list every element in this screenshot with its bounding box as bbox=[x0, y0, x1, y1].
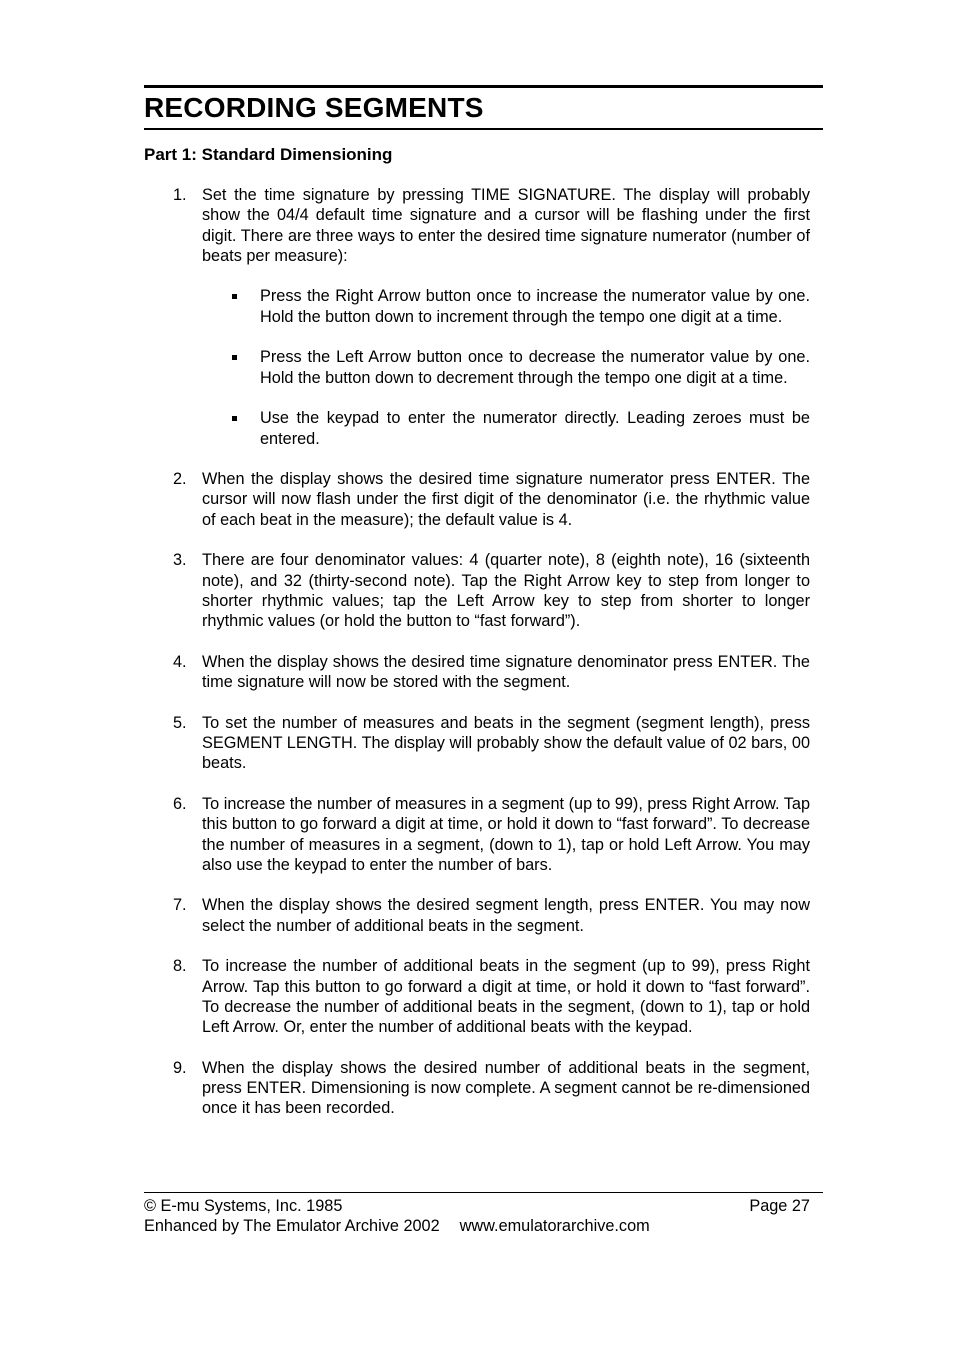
step-item bbox=[144, 550, 810, 631]
step-number: 2. bbox=[173, 470, 187, 489]
section-heading: Part 1: Standard Dimensioning bbox=[144, 145, 393, 164]
step-number: 4. bbox=[173, 652, 187, 671]
footer-copyright: © E-mu Systems, Inc. 1985 bbox=[144, 1197, 343, 1215]
step-text: When the display shows the desired time signature denominator press ENTER. The time signature will now be stored with the segment. bbox=[202, 652, 810, 692]
step-number: 6. bbox=[173, 794, 187, 813]
step-number: 3. bbox=[173, 551, 187, 570]
square-bullet-icon bbox=[232, 294, 237, 299]
step-text: Set the time signature by pressing TIME SIGNATURE. The display will probably show the 04/4 default time signature and a cursor will be flashing under the first digit. There are three ways to enter the desired time signature numerator (number of beats per measure): bbox=[202, 186, 810, 265]
footer-enhanced-by: Enhanced by The Emulator Archive 2002 bbox=[144, 1217, 440, 1236]
step-number: 9. bbox=[173, 1058, 187, 1077]
step-number: 1. bbox=[173, 186, 187, 204]
step-item bbox=[144, 956, 810, 1037]
document-body bbox=[144, 185, 810, 1139]
bullet-item bbox=[202, 347, 810, 388]
title-bottom-rule bbox=[144, 128, 823, 130]
step-item bbox=[144, 895, 810, 936]
title-top-rule bbox=[144, 85, 823, 88]
bullet-text: Use the keypad to enter the numerator directly. Leading zeroes must be entered. bbox=[260, 409, 810, 448]
page-title: RECORDING SEGMENTS bbox=[144, 92, 484, 123]
bullet-list bbox=[202, 286, 810, 448]
step-text: To increase the number of measures in a segment (up to 99), press Right Arrow. Tap this button to go forward a digit at time, or hold it down to “fast forward”. To decrease the number of measures in a segment, (down to 1), tap or hold Left Arrow. You may also use the keypad to enter the number of bars. bbox=[202, 794, 810, 874]
step-text: When the display shows the desired number of additional beats in the segment, press ENTER. Dimensioning is now complete. A segment cannot be re-dimensioned once it has been recorded. bbox=[202, 1058, 810, 1118]
step-number: 5. bbox=[173, 713, 187, 732]
bullet-item bbox=[202, 408, 810, 449]
step-text: To set the number of measures and beats in the segment (segment length), press SEGMENT LENGTH. The display will probably show the default value of 02 bars, 00 beats. bbox=[202, 713, 810, 773]
step-number: 7. bbox=[173, 896, 187, 915]
footer-line-1 bbox=[144, 1196, 810, 1216]
step-text: When the display shows the desired segment length, press ENTER. You may now select the number of additional beats in the segment. bbox=[202, 896, 810, 935]
step-text: There are four denominator values: 4 (quarter note), 8 (eighth note), 16 (sixteenth note), and 32 (thirty-second note). Tap the Right Arrow key to step from longer to shorter rhythmic values; tap the Left Arrow key to step from shorter to longer rhythmic values (or hold the button to “fast forward”). bbox=[202, 551, 810, 631]
step-item bbox=[144, 469, 810, 530]
step-text: To increase the number of additional beats in the segment (up to 99), press Right Arrow. Tap this button to go forward a digit at time, or hold it down to “fast forward”. To decrease the number of additional beats in the segment, (down to 1), tap or hold Left Arrow. Or, enter the number of additional beats with the keypad. bbox=[202, 957, 810, 1037]
footer-rule bbox=[144, 1192, 823, 1193]
footer-page-number: Page 27 bbox=[749, 1197, 810, 1215]
bullet-item bbox=[202, 286, 810, 327]
step-item bbox=[144, 794, 810, 875]
bullet-text: Press the Left Arrow button once to decrease the numerator value by one. Hold the button down to decrement through the tempo one digit at a time. bbox=[260, 348, 810, 387]
step-item bbox=[144, 1058, 810, 1119]
square-bullet-icon bbox=[232, 416, 237, 421]
steps-list bbox=[144, 185, 810, 1119]
step-item bbox=[144, 652, 810, 693]
step-number: 8. bbox=[173, 957, 187, 976]
footer-line-2 bbox=[144, 1216, 810, 1236]
step-item bbox=[144, 185, 810, 449]
footer-url: www.emulatorarchive.com bbox=[459, 1217, 650, 1236]
square-bullet-icon bbox=[232, 355, 237, 360]
step-text: When the display shows the desired time signature numerator press ENTER. The cursor will now flash under the first digit of the denominator (i.e. the rhythmic value of each beat in the measure); the default value is 4. bbox=[202, 470, 810, 529]
step-item bbox=[144, 713, 810, 774]
bullet-text: Press the Right Arrow button once to increase the numerator value by one. Hold the button down to increment through the tempo one digit at a time. bbox=[260, 287, 810, 326]
page-footer bbox=[144, 1196, 810, 1237]
